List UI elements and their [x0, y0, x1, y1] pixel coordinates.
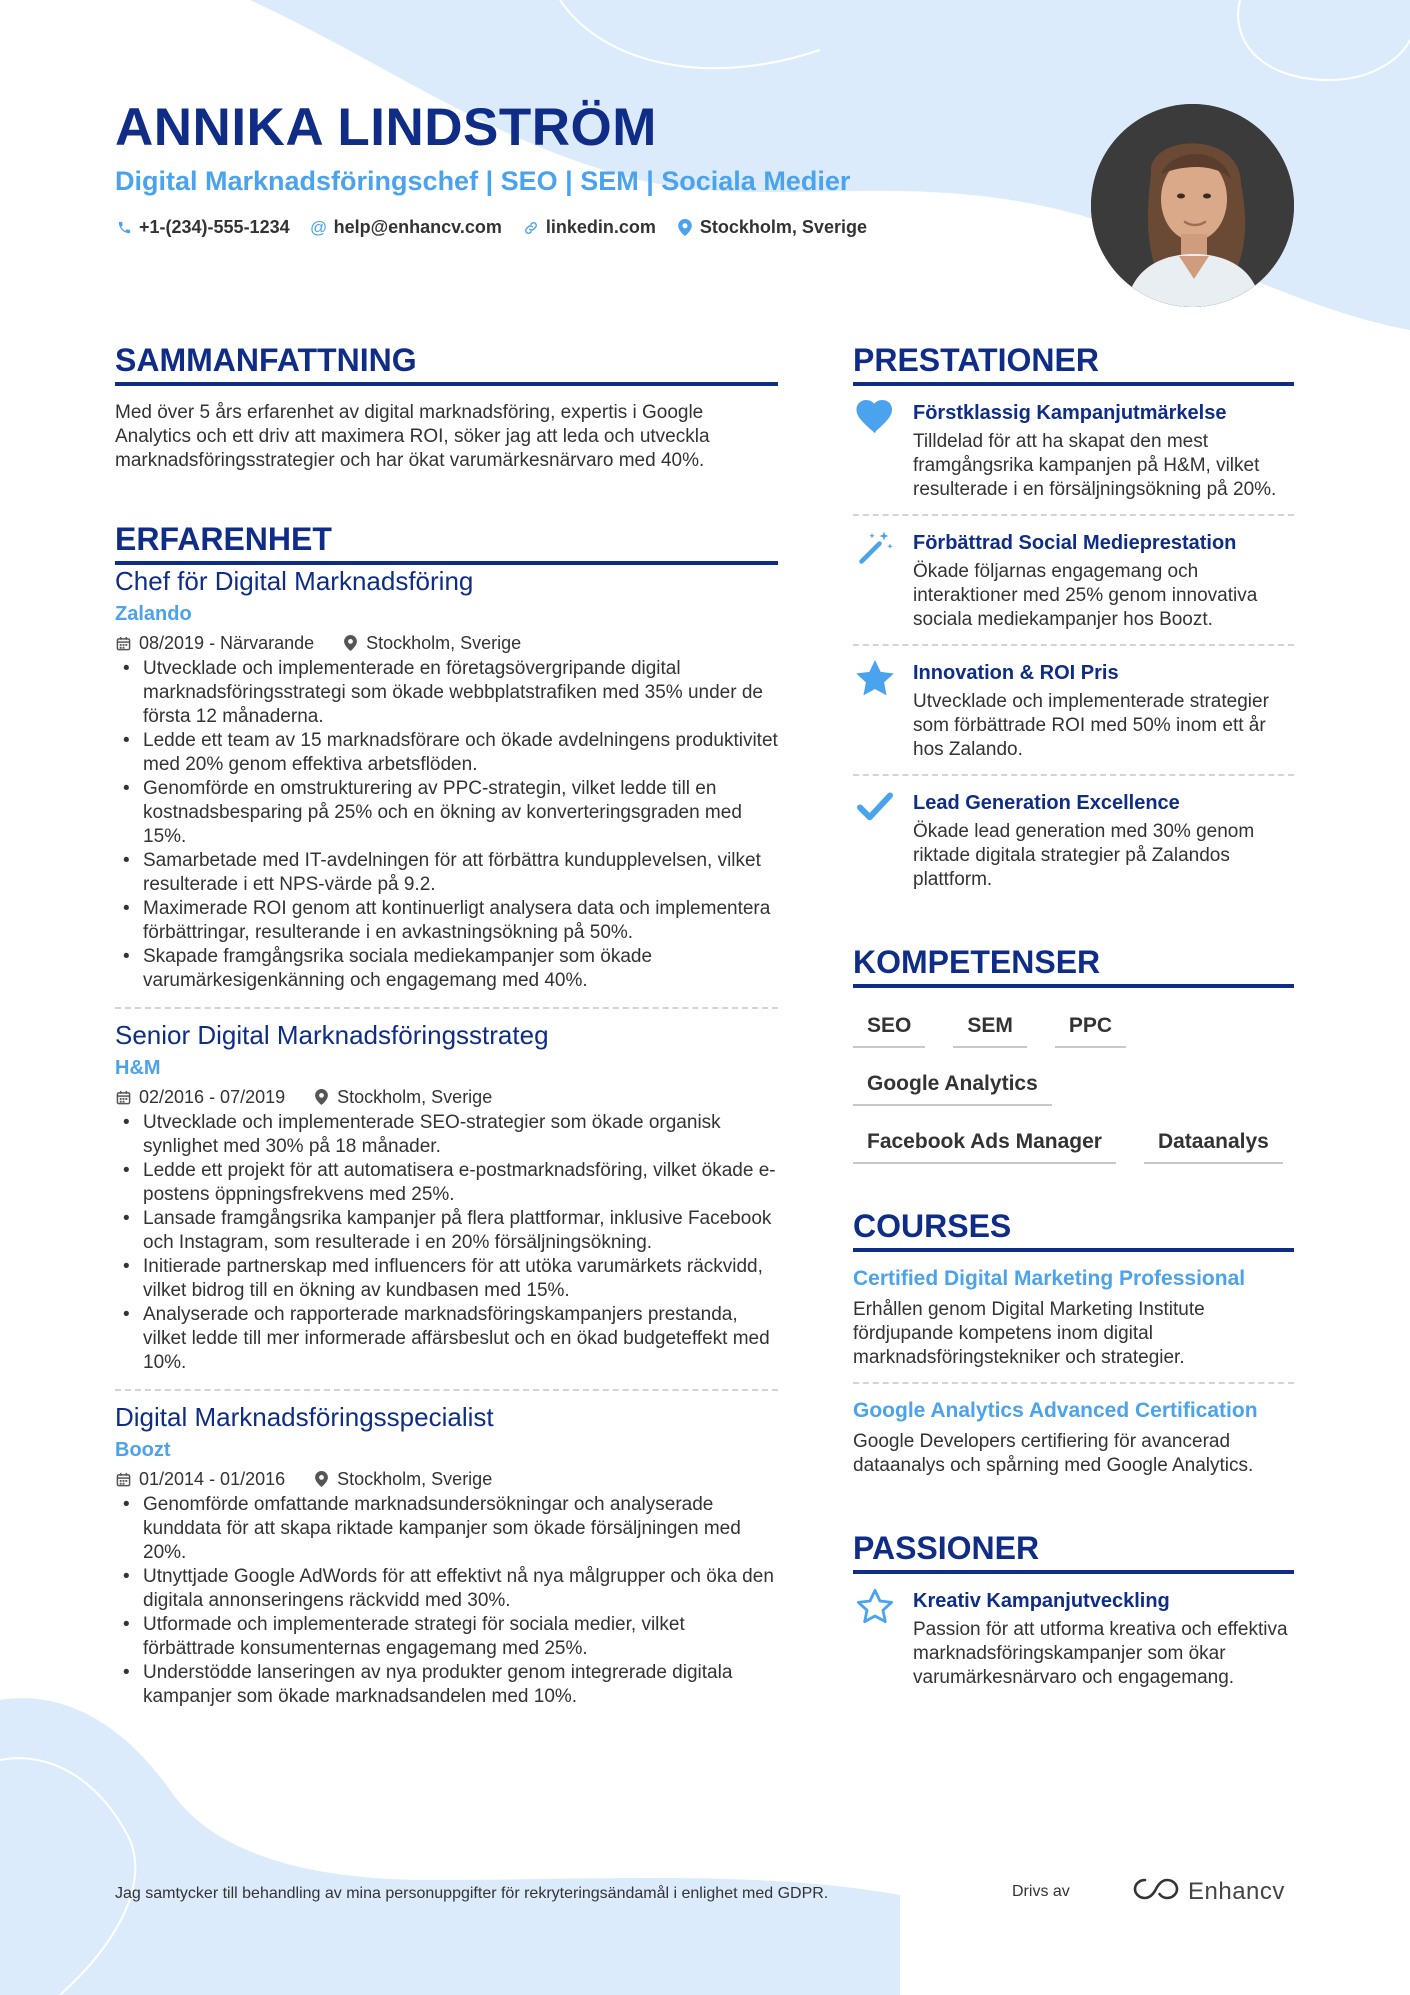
magic-wand-icon [853, 530, 897, 562]
job-dates [115, 1085, 285, 1109]
bullet-item: • Ledde ett projekt för att automatisera e-postmarknadsföring, vilket ökade e-postens öppningsfrekvens med 25%. [115, 1159, 778, 1207]
job-title: Senior Digital Marknadsföringsstrateg [115, 1020, 549, 1050]
contact-linkedin[interactable] [522, 217, 656, 238]
skills-list [853, 1008, 1294, 1164]
achievements-list [853, 386, 1294, 904]
passion-item [853, 1574, 1294, 1702]
course-title: Google Analytics Advanced Certification [853, 1399, 1258, 1422]
location-pin-icon [676, 219, 694, 237]
bullet-item: • Utvecklade och implementerade en företagsövergripande digital marknadsföringsstrategi som ökade webbplatstrafiken med 35% under de första 12 månaderna. [115, 657, 778, 729]
company-name: Zalando [115, 603, 192, 625]
achievement-body [913, 400, 1294, 502]
job-title: Digital Marknadsföringsspecialist [115, 1402, 494, 1432]
passions-title: PASSIONER [853, 1530, 1294, 1574]
infinity-logo-icon [1132, 1876, 1180, 1907]
bullet-item: • Analyserade och rapporterade marknadsföringskampanjers prestanda, vilket ledde till mer informerade affärsbeslut och en ökad budgeteffekt med 10%. [115, 1303, 778, 1375]
achievement-title: Förstklassig Kampanjutmärkelse [913, 402, 1227, 424]
link-icon [522, 219, 540, 237]
company-name: H&M [115, 1057, 161, 1079]
skills-title: KOMPETENSER [853, 944, 1294, 988]
contact-location [676, 217, 867, 238]
location-pin-icon [313, 1089, 329, 1105]
company-name: Boozt [115, 1439, 171, 1461]
job-dates-text: 02/2016 - 07/2019 [139, 1087, 286, 1107]
bullet-item: • Utvecklade och implementerade SEO-strategier som ökade organisk synlighet med 30% på 18 månader. [115, 1111, 778, 1159]
contact-location-text: Stockholm, Sverige [699, 217, 867, 237]
achievements-title: PRESTATIONER [853, 342, 1294, 386]
contact-email[interactable] [310, 217, 502, 238]
courses-title: COURSES [853, 1208, 1294, 1252]
achievement-item [853, 386, 1294, 516]
powered-by-label: Drivs av [1012, 1883, 1070, 1900]
achievement-body [913, 790, 1294, 892]
job-dates-text: 08/2019 - Närvarande [139, 633, 315, 653]
passion-body [913, 1588, 1294, 1690]
bullet-item: • Samarbetade med IT-avdelningen för att förbättra kundupplevelsen, vilket resulterade i ett NPS-värde på 9.2. [115, 849, 778, 897]
bullet-item: • Lansade framgångsrika kampanjer på flera plattformar, inklusive Facebook och Instagram, som resulterade i en 20% försäljningsökning. [115, 1207, 778, 1255]
job-location-text: Stockholm, Sverige [366, 633, 522, 653]
achievement-body [913, 530, 1294, 632]
achievement-title: Innovation & ROI Pris [913, 662, 1119, 684]
star-outline-icon [853, 1588, 897, 1620]
achievement-item [853, 516, 1294, 646]
passions-list [853, 1574, 1294, 1702]
job-title: Chef för Digital Marknadsföring [115, 566, 474, 596]
achievement-text: Ökade följarnas engagemang och interaktioner med 25% genom innovativa sociala mediekampanjer hos Boozt. [913, 561, 1258, 630]
skill-tag: SEO [853, 1008, 925, 1048]
job-dates [115, 631, 314, 655]
brand-name: Enhancv [1188, 1877, 1285, 1905]
candidate-headline: Digital Marknadsföringschef | SEO | SEM | Sociala Medier [115, 166, 851, 196]
contact-phone[interactable] [115, 217, 290, 238]
achievement-item [853, 776, 1294, 904]
bullet-item: • Utnyttjade Google AdWords för att effektivt nå nya målgrupper och öka den digitala annonseringens räckvidd med 30%. [115, 1565, 778, 1613]
experience-title: ERFARENHET [115, 521, 778, 565]
experience-entry [115, 1007, 778, 1389]
achievement-title: Förbättrad Social Medieprestation [913, 532, 1237, 554]
calendar-icon [115, 1472, 131, 1487]
skill-tag: PPC [1055, 1008, 1126, 1048]
contact-email-text: help@enhancv.com [333, 217, 502, 237]
job-dates [115, 1467, 285, 1491]
bullet-item: • Ledde ett team av 15 marknadsförare och ökade avdelningens produktivitet med 20% genom effektiva arbetsflöden. [115, 729, 778, 777]
achievement-text: Utvecklade och implementerade strategier som förbättrade ROI med 50% inom ett år hos Zalando. [913, 691, 1269, 760]
job-location [313, 1467, 492, 1491]
summary-title: SAMMANFATTNING [115, 342, 778, 386]
job-meta [115, 631, 778, 655]
contact-bar [115, 217, 867, 238]
achievement-body [913, 660, 1294, 762]
skill-tag: Google Analytics [853, 1066, 1052, 1106]
experience-entry [115, 565, 778, 1007]
job-meta [115, 1467, 778, 1491]
course-title: Certified Digital Marketing Professional [853, 1267, 1246, 1290]
candidate-name: ANNIKA LINDSTRÖM [115, 98, 657, 157]
calendar-icon [115, 636, 131, 651]
heart-icon [853, 400, 897, 432]
skill-tag: SEM [953, 1008, 1027, 1048]
bullet-item: • Genomförde omfattande marknadsundersökningar och analyserade kunddata för att skapa riktade kampanjer som ökade försäljningen med 20%. [115, 1493, 778, 1565]
experience-entry [115, 1389, 778, 1723]
right-column [853, 342, 1294, 1702]
job-location [342, 631, 521, 655]
bullet-item: • Genomförde en omstrukturering av PPC-strategin, vilket ledde till en kostnadsbesparing på 25% och en ökning av konverteringsgraden med 15%. [115, 777, 778, 849]
contact-linkedin-text: linkedin.com [545, 217, 656, 237]
job-location [313, 1085, 492, 1109]
contact-phone-text: +1-(234)-555-1234 [139, 217, 290, 237]
job-bullets [115, 1111, 778, 1375]
course-text: Google Developers certifiering för avancerad dataanalys och spårning med Google Analytics. [853, 1431, 1254, 1476]
phone-icon [115, 219, 133, 237]
star-icon [853, 660, 897, 692]
courses-list [853, 1252, 1294, 1490]
at-icon: @ [309, 217, 328, 237]
bullet-item: • Understödde lanseringen av nya produkter genom integrerade digitala kampanjer som ökade marknadsandelen med 10%. [115, 1661, 778, 1709]
calendar-icon [115, 1090, 131, 1105]
bullet-item: • Skapade framgångsrika sociala mediekampanjer som ökade varumärkesigenkänning och engagemang med 40%. [115, 945, 778, 993]
course-item [853, 1252, 1294, 1384]
location-pin-icon [313, 1471, 329, 1487]
achievement-title: Lead Generation Excellence [913, 792, 1180, 814]
profile-photo [1091, 104, 1294, 307]
job-location-text: Stockholm, Sverige [337, 1469, 493, 1489]
bullet-item: • Utformade och implementerade strategi för sociala medier, vilket förbättrade konsumenternas engagemang med 25%. [115, 1613, 778, 1661]
brand-logo[interactable] [1132, 1876, 1285, 1907]
achievement-item [853, 646, 1294, 776]
checkmark-icon [853, 790, 897, 822]
bullet-item: • Initierade partnerskap med influencers för att utöka varumärkets räckvidd, vilket bidrog till en ökning av kundbasen med 15%. [115, 1255, 778, 1303]
location-pin-icon [342, 635, 358, 651]
skill-tag: Facebook Ads Manager [853, 1124, 1116, 1164]
job-bullets [115, 657, 778, 993]
job-meta [115, 1085, 778, 1109]
job-bullets [115, 1493, 778, 1709]
passion-title: Kreativ Kampanjutveckling [913, 1590, 1170, 1612]
passion-text: Passion för att utforma kreativa och effektiva marknadsföringskampanjer som ökar varumärkesnärvaro och engagemang. [913, 1619, 1288, 1688]
bullet-item: • Maximerade ROI genom att kontinuerligt analysera data och implementera förbättringar, resulterande i en avkastningsökning på 50%. [115, 897, 778, 945]
achievement-text: Tilldelad för att ha skapat den mest framgångsrika kampanjen på H&M, vilket resulterade i en försäljningsökning på 20%. [913, 431, 1277, 500]
course-text: Erhållen genom Digital Marketing Institute fördjupande kompetens inom digital marknadsföringstekniker och strategier. [853, 1299, 1205, 1368]
summary-text: Med över 5 års erfarenhet av digital marknadsföring, expertis i Google Analytics och ett driv att maximera ROI, söker jag att leda och utveckla marknadsföringsstrategier och har ökat varumärkesnärvaro med 40%. [115, 402, 710, 471]
achievement-text: Ökade lead generation med 30% genom riktade digitala strategier på Zalandos plattform. [913, 821, 1255, 890]
course-item [853, 1384, 1294, 1490]
skill-tag: Dataanalys [1144, 1124, 1283, 1164]
job-location-text: Stockholm, Sverige [337, 1087, 493, 1107]
job-dates-text: 01/2014 - 01/2016 [139, 1469, 286, 1489]
left-column [115, 342, 778, 1723]
gdpr-consent: Jag samtycker till behandling av mina personuppgifter för rekryteringsändamål i enlighet med GDPR. [115, 1885, 829, 1902]
